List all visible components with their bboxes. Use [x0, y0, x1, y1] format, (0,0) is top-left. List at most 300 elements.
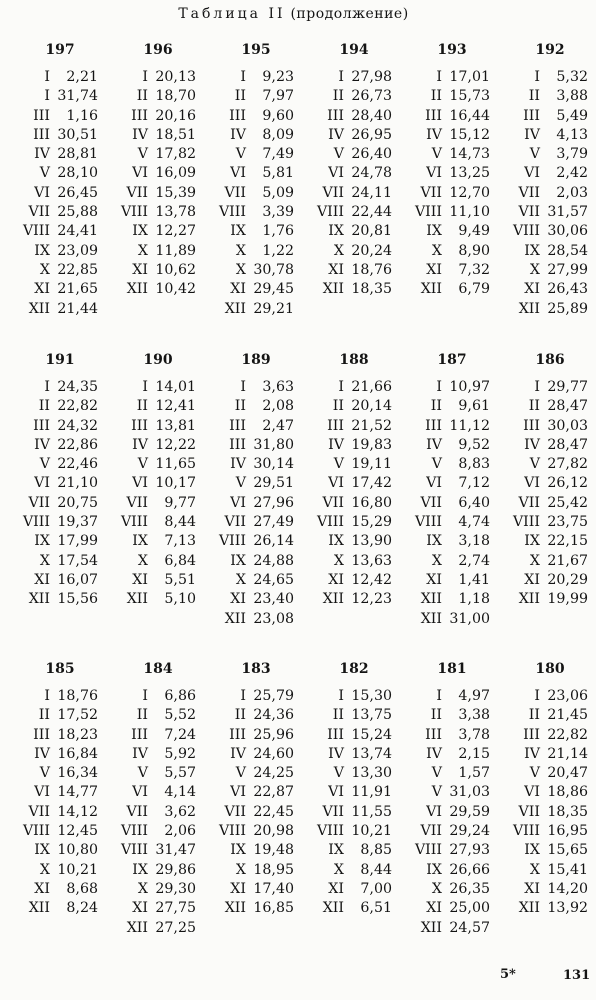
month-numeral: IV [230, 126, 246, 143]
month-numeral: X [39, 552, 50, 569]
table-row [14, 184, 106, 203]
table-row [504, 706, 596, 725]
table-row [504, 107, 596, 126]
table-row [504, 164, 596, 183]
day-value: 13,74 [351, 745, 392, 762]
table-row [406, 474, 498, 493]
printer-signature: 5* [500, 967, 516, 982]
table-row [308, 203, 400, 222]
year-heading: 185 [45, 661, 75, 677]
day-value: 3,78 [458, 726, 490, 743]
month-numeral: VI [34, 784, 50, 801]
table-row [308, 513, 400, 532]
day-value: 2,08 [262, 398, 294, 415]
day-value: 30,78 [253, 261, 294, 278]
month-numeral: XII [518, 591, 540, 608]
table-row [112, 726, 204, 745]
month-numeral: XI [524, 880, 540, 897]
day-value: 4,13 [556, 126, 588, 143]
table-row [210, 687, 302, 706]
table-row [504, 687, 596, 706]
table-row [112, 107, 204, 126]
table-row [406, 783, 498, 802]
month-numeral: III [327, 417, 344, 434]
month-numeral: VII [322, 184, 344, 201]
table-row [308, 841, 400, 860]
day-value: 19,11 [351, 456, 392, 473]
month-numeral: IV [328, 745, 344, 762]
day-value: 19,83 [351, 436, 392, 453]
month-numeral: IV [426, 436, 442, 453]
table-row [504, 474, 596, 493]
month-numeral: VI [328, 165, 344, 182]
table-row [308, 126, 400, 145]
day-value: 10,21 [351, 823, 392, 840]
month-numeral: VI [426, 803, 442, 820]
table-row [112, 841, 204, 860]
month-numeral: VII [224, 514, 246, 531]
table-row [112, 126, 204, 145]
month-numeral: XI [230, 281, 246, 298]
table-row [504, 880, 596, 899]
table-row [14, 571, 106, 590]
month-numeral: V [39, 765, 50, 782]
month-numeral: VIII [22, 223, 50, 240]
day-value: 31,47 [155, 842, 196, 859]
table-row [406, 919, 498, 938]
day-value: 9,77 [164, 494, 196, 511]
day-value: 17,40 [253, 880, 294, 897]
day-value: 15,30 [351, 688, 392, 704]
month-numeral: V [431, 146, 442, 163]
month-numeral: IX [328, 842, 344, 859]
day-value: 15,41 [547, 861, 588, 878]
day-value: 17,01 [449, 69, 490, 85]
day-value: 21,65 [57, 281, 98, 298]
table-row [504, 571, 596, 590]
day-value: 21,52 [351, 417, 392, 434]
month-numeral: IV [132, 436, 148, 453]
day-value: 13,92 [547, 900, 588, 917]
day-value: 17,82 [155, 146, 196, 163]
table-row [112, 397, 204, 416]
day-value: 8,83 [458, 456, 490, 473]
table-row [308, 899, 400, 918]
month-numeral: I [240, 69, 246, 85]
day-value: 8,09 [262, 126, 294, 143]
month-numeral: X [431, 242, 442, 259]
month-numeral: IX [524, 533, 540, 550]
year-heading: 194 [339, 42, 369, 58]
month-numeral: XII [518, 900, 540, 917]
table-row [406, 764, 498, 783]
day-value: 18,70 [155, 88, 196, 105]
month-numeral: IV [34, 436, 50, 453]
month-numeral: I [44, 688, 50, 704]
table-row [308, 164, 400, 183]
month-numeral: III [523, 107, 540, 124]
table-row [504, 184, 596, 203]
table-row [406, 571, 498, 590]
year-heading: 197 [45, 42, 75, 58]
year-heading: 188 [339, 352, 369, 368]
day-value: 4,74 [458, 514, 490, 531]
month-numeral: VIII [218, 204, 246, 221]
table-row [406, 455, 498, 474]
table-row [308, 880, 400, 899]
day-value: 28,40 [351, 107, 392, 124]
month-numeral: IX [328, 223, 344, 240]
month-numeral: VII [518, 184, 540, 201]
month-numeral: XI [132, 571, 148, 588]
table-row [210, 513, 302, 532]
table-row [406, 494, 498, 513]
table-row [406, 164, 498, 183]
month-numeral: IV [230, 456, 246, 473]
table-row [210, 203, 302, 222]
table-row [112, 261, 204, 280]
day-value: 29,45 [253, 281, 294, 298]
month-numeral: II [332, 707, 344, 724]
month-numeral: VII [322, 494, 344, 511]
day-value: 7,12 [458, 475, 490, 492]
month-numeral: III [229, 726, 246, 743]
day-value: 13,78 [155, 204, 196, 221]
day-value: 22,87 [253, 784, 294, 801]
day-value: 27,99 [547, 261, 588, 278]
table-row [308, 280, 400, 299]
month-numeral: VIII [120, 842, 148, 859]
year-column [14, 350, 106, 610]
table-row [14, 783, 106, 802]
day-value: 12,45 [57, 823, 98, 840]
table-row [504, 222, 596, 241]
month-numeral: VII [126, 184, 148, 201]
month-numeral: XII [420, 919, 442, 936]
month-numeral: III [425, 726, 442, 743]
year-heading: 196 [143, 42, 173, 58]
month-numeral: II [38, 398, 50, 415]
month-numeral: IV [132, 745, 148, 762]
day-value: 5,09 [262, 184, 294, 201]
month-numeral: V [333, 765, 344, 782]
table-row [308, 571, 400, 590]
table-row [14, 300, 106, 319]
month-numeral: X [235, 242, 246, 259]
month-numeral: XI [328, 261, 344, 278]
day-value: 24,88 [253, 552, 294, 569]
day-value: 4,97 [458, 688, 490, 704]
day-value: 8,90 [458, 242, 490, 259]
month-numeral: IV [328, 436, 344, 453]
table-row [406, 745, 498, 764]
day-value: 29,30 [155, 880, 196, 897]
table-row [504, 87, 596, 106]
day-value: 13,63 [351, 552, 392, 569]
month-numeral: III [33, 417, 50, 434]
month-numeral: VII [224, 184, 246, 201]
month-numeral: IX [426, 533, 442, 550]
table-row [210, 68, 302, 87]
table-row [504, 861, 596, 880]
table-row [210, 590, 302, 609]
table-row [14, 687, 106, 706]
table-row [112, 880, 204, 899]
day-value: 28,47 [547, 436, 588, 453]
day-value: 29,77 [547, 379, 588, 395]
year-heading: 193 [437, 42, 467, 58]
day-value: 15,65 [547, 842, 588, 859]
day-value: 18,35 [351, 281, 392, 298]
table-row [308, 87, 400, 106]
month-numeral: XI [230, 591, 246, 608]
year-heading: 181 [437, 661, 467, 677]
month-numeral: VI [524, 784, 540, 801]
day-value: 10,17 [155, 475, 196, 492]
table-row [504, 68, 596, 87]
table-row [210, 494, 302, 513]
table-row [112, 899, 204, 918]
table-row [504, 803, 596, 822]
year-column [504, 659, 596, 919]
day-value: 18,35 [547, 803, 588, 820]
day-value: 11,91 [351, 784, 392, 801]
year-column [112, 659, 204, 938]
day-value: 15,24 [351, 726, 392, 743]
table-row [112, 687, 204, 706]
table-row [308, 803, 400, 822]
year-column [112, 350, 204, 610]
day-value: 11,10 [449, 204, 490, 221]
month-numeral: XII [126, 281, 148, 298]
month-numeral: X [333, 552, 344, 569]
month-numeral: V [235, 146, 246, 163]
table-row [112, 764, 204, 783]
year-heading: 195 [241, 42, 271, 58]
month-numeral: XI [524, 281, 540, 298]
month-numeral: XII [28, 300, 50, 317]
table-row [504, 764, 596, 783]
month-numeral: IX [524, 242, 540, 259]
day-value: 1,76 [262, 223, 294, 240]
month-numeral: IV [524, 436, 540, 453]
month-numeral: II [234, 88, 246, 105]
month-numeral: XII [126, 919, 148, 936]
table-row [14, 417, 106, 436]
month-numeral: X [39, 261, 50, 278]
table-row [308, 261, 400, 280]
month-numeral: IX [524, 842, 540, 859]
table-row [14, 899, 106, 918]
year-column [210, 659, 302, 919]
table-row [406, 610, 498, 629]
table-row [112, 184, 204, 203]
day-value: 2,15 [458, 745, 490, 762]
table-row [14, 261, 106, 280]
day-value: 25,96 [253, 726, 294, 743]
table-row [406, 222, 498, 241]
year-column [406, 40, 498, 300]
table-row [406, 899, 498, 918]
month-numeral: X [137, 552, 148, 569]
day-value: 24,35 [57, 379, 98, 395]
day-value: 24,11 [351, 184, 392, 201]
month-numeral: VII [224, 803, 246, 820]
day-value: 31,57 [547, 204, 588, 221]
day-value: 6,84 [164, 552, 196, 569]
table-caption: Таблица II [178, 6, 286, 22]
day-value: 15,29 [351, 514, 392, 531]
month-numeral: VII [420, 184, 442, 201]
month-numeral: XI [132, 900, 148, 917]
year-column [14, 659, 106, 919]
table-row [308, 726, 400, 745]
month-numeral: VI [132, 784, 148, 801]
day-value: 17,42 [351, 475, 392, 492]
table-row [210, 841, 302, 860]
table-row [14, 455, 106, 474]
table-row [406, 261, 498, 280]
table-row [14, 590, 106, 609]
day-value: 29,86 [155, 861, 196, 878]
table-row [406, 184, 498, 203]
table-row [308, 145, 400, 164]
table-row [406, 803, 498, 822]
month-numeral: II [430, 707, 442, 724]
month-numeral: III [131, 107, 148, 124]
year-column [406, 659, 498, 938]
day-value: 30,03 [547, 417, 588, 434]
month-numeral: XI [34, 281, 50, 298]
day-value: 28,10 [57, 165, 98, 182]
month-numeral: V [235, 475, 246, 492]
day-value: 3,18 [458, 533, 490, 550]
month-numeral: X [137, 242, 148, 259]
table-row [14, 552, 106, 571]
month-numeral: VI [34, 184, 50, 201]
day-value: 3,39 [262, 204, 294, 221]
table-row [210, 706, 302, 725]
day-value: 22,15 [547, 533, 588, 550]
day-value: 29,21 [253, 300, 294, 317]
table-row [504, 552, 596, 571]
month-numeral: XI [426, 900, 442, 917]
day-value: 13,81 [155, 417, 196, 434]
day-value: 6,51 [360, 900, 392, 917]
day-value: 1,16 [66, 107, 98, 124]
month-numeral: II [38, 707, 50, 724]
day-value: 31,00 [449, 610, 490, 627]
table-row [14, 164, 106, 183]
table-row [210, 880, 302, 899]
day-value: 18,86 [547, 784, 588, 801]
month-numeral: II [136, 707, 148, 724]
day-value: 10,80 [57, 842, 98, 859]
table-row [112, 164, 204, 183]
table-row [210, 242, 302, 261]
month-numeral: X [431, 880, 442, 897]
table-row [112, 222, 204, 241]
month-numeral: IX [426, 223, 442, 240]
month-numeral: VII [518, 803, 540, 820]
day-value: 11,65 [155, 456, 196, 473]
table-row [210, 783, 302, 802]
table-row [504, 841, 596, 860]
month-numeral: IX [34, 533, 50, 550]
day-value: 6,79 [458, 281, 490, 298]
day-value: 3,79 [556, 146, 588, 163]
day-value: 9,49 [458, 223, 490, 240]
day-value: 2,47 [262, 417, 294, 434]
day-value: 18,76 [57, 688, 98, 704]
table-row [14, 68, 106, 87]
day-value: 15,39 [155, 184, 196, 201]
month-numeral: XII [28, 900, 50, 917]
day-value: 13,25 [449, 165, 490, 182]
table-row [308, 532, 400, 551]
day-value: 20,24 [351, 242, 392, 259]
day-value: 15,56 [57, 591, 98, 608]
day-value: 6,86 [164, 688, 196, 704]
month-numeral: I [534, 69, 540, 85]
year-column [210, 350, 302, 629]
month-numeral: VIII [512, 223, 540, 240]
month-numeral: III [33, 107, 50, 124]
table-row [406, 861, 498, 880]
year-heading: 192 [535, 42, 565, 58]
table-row [14, 107, 106, 126]
table-row [406, 417, 498, 436]
day-value: 20,81 [351, 223, 392, 240]
table-row [308, 378, 400, 397]
table-row [210, 822, 302, 841]
day-value: 11,55 [351, 803, 392, 820]
year-column [308, 659, 400, 919]
table-row [406, 841, 498, 860]
month-numeral: VII [322, 803, 344, 820]
day-value: 16,34 [57, 765, 98, 782]
table-row [504, 417, 596, 436]
month-numeral: III [229, 436, 246, 453]
month-numeral: VI [426, 165, 442, 182]
month-numeral: VIII [218, 823, 246, 840]
month-numeral: VI [328, 784, 344, 801]
month-numeral: V [333, 146, 344, 163]
month-numeral: XI [132, 261, 148, 278]
month-numeral: V [137, 146, 148, 163]
month-numeral: I [534, 379, 540, 395]
day-value: 7,00 [360, 880, 392, 897]
month-numeral: V [529, 456, 540, 473]
year-heading: 183 [241, 661, 271, 677]
day-value: 31,74 [57, 88, 98, 105]
table-row [210, 474, 302, 493]
table-row [308, 397, 400, 416]
month-numeral: IX [34, 242, 50, 259]
table-row [406, 726, 498, 745]
table-row [210, 87, 302, 106]
table-row [112, 280, 204, 299]
day-value: 24,65 [253, 571, 294, 588]
day-value: 20,14 [351, 398, 392, 415]
table-row [504, 280, 596, 299]
day-value: 20,16 [155, 107, 196, 124]
month-numeral: IV [34, 745, 50, 762]
month-numeral: V [431, 456, 442, 473]
month-numeral: XI [34, 880, 50, 897]
table-row [504, 145, 596, 164]
table-row [112, 145, 204, 164]
